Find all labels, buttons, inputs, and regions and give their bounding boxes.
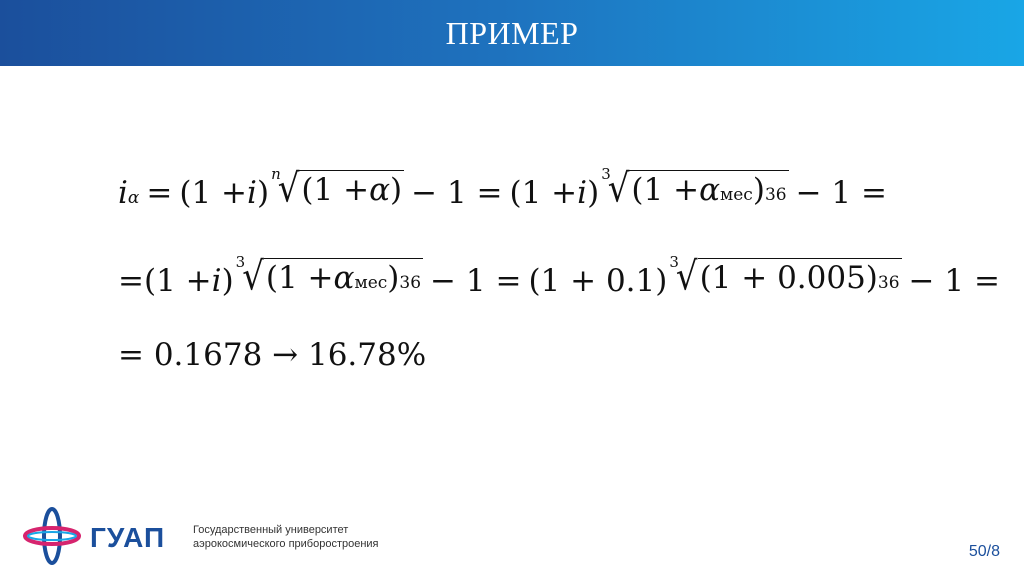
formula-sub-mes: мес [720, 185, 753, 205]
slide-title: ПРИМЕР [445, 14, 579, 51]
page-number: 50/8 [968, 543, 1000, 560]
formula-term: (1 + [509, 175, 578, 211]
radicand-close: ) [390, 172, 403, 208]
exponent: 36 [877, 273, 900, 293]
cube-root [235, 253, 423, 300]
cube-root [669, 253, 901, 300]
root-index: 3 [235, 253, 246, 271]
radical-sign: √ [242, 254, 264, 300]
guap-logo-icon [22, 505, 82, 567]
formula-term: (1 + [179, 175, 248, 211]
radicand-value: (1 + 0.005) [699, 260, 878, 296]
formula-tail: − 1 = [908, 263, 1000, 299]
formula-sub-alpha: α [127, 188, 140, 208]
formula-var-alpha: α [333, 260, 355, 296]
formula-lead: = [118, 263, 144, 299]
radical-sign: √ [675, 254, 698, 300]
formula-term: (1 + 0.1) [528, 263, 668, 299]
root-index: 3 [669, 253, 679, 271]
formula-var-i: i [247, 175, 257, 211]
formula-sub-mes: мес [354, 273, 388, 293]
formula-var-i: i [577, 175, 588, 211]
exponent: 36 [764, 185, 787, 205]
formula-term: (1 + [143, 263, 212, 299]
radicand [629, 170, 788, 206]
formula-result: = 0.1678 → 16.78% [118, 337, 427, 373]
equals-sign: = [146, 175, 173, 211]
slide-header [0, 0, 1024, 66]
formula-paren: ) [256, 175, 270, 211]
nth-root [271, 165, 404, 212]
radicand [698, 258, 902, 294]
radical-sign: √ [277, 166, 300, 212]
university-name [193, 523, 379, 551]
formula-line-3 [118, 337, 427, 373]
radicand-close: ) [752, 172, 765, 208]
radicand [264, 258, 423, 294]
exponent: 36 [399, 273, 422, 293]
cube-root [601, 165, 788, 212]
radicand-open: (1 + [265, 260, 334, 296]
radicand-open: (1 + [631, 172, 700, 208]
formula-mid: − 1 = [430, 263, 522, 299]
formula-line-1 [118, 165, 894, 212]
radicand-open: (1 + [301, 172, 370, 208]
formula-line-2 [118, 253, 1007, 300]
minus-one: − 1 = [411, 175, 503, 211]
formula-paren: ) [587, 175, 600, 211]
radical-sign: √ [607, 166, 630, 212]
formula-var-alpha: α [369, 172, 391, 208]
root-index: n [271, 165, 281, 183]
formula-var-i: i [118, 175, 128, 211]
formula-paren: ) [221, 263, 234, 299]
radicand-close: ) [387, 260, 400, 296]
formula-tail: − 1 = [795, 175, 887, 211]
university-line-2: аэрокосмического приборостроения [193, 538, 379, 550]
radicand [299, 170, 404, 206]
root-index: 3 [601, 165, 611, 183]
formula-var-i: i [211, 263, 222, 299]
university-line-1: Государственный университет [193, 524, 349, 536]
formula-var-alpha: α [699, 172, 721, 208]
brand-name: ГУАП [90, 522, 166, 553]
